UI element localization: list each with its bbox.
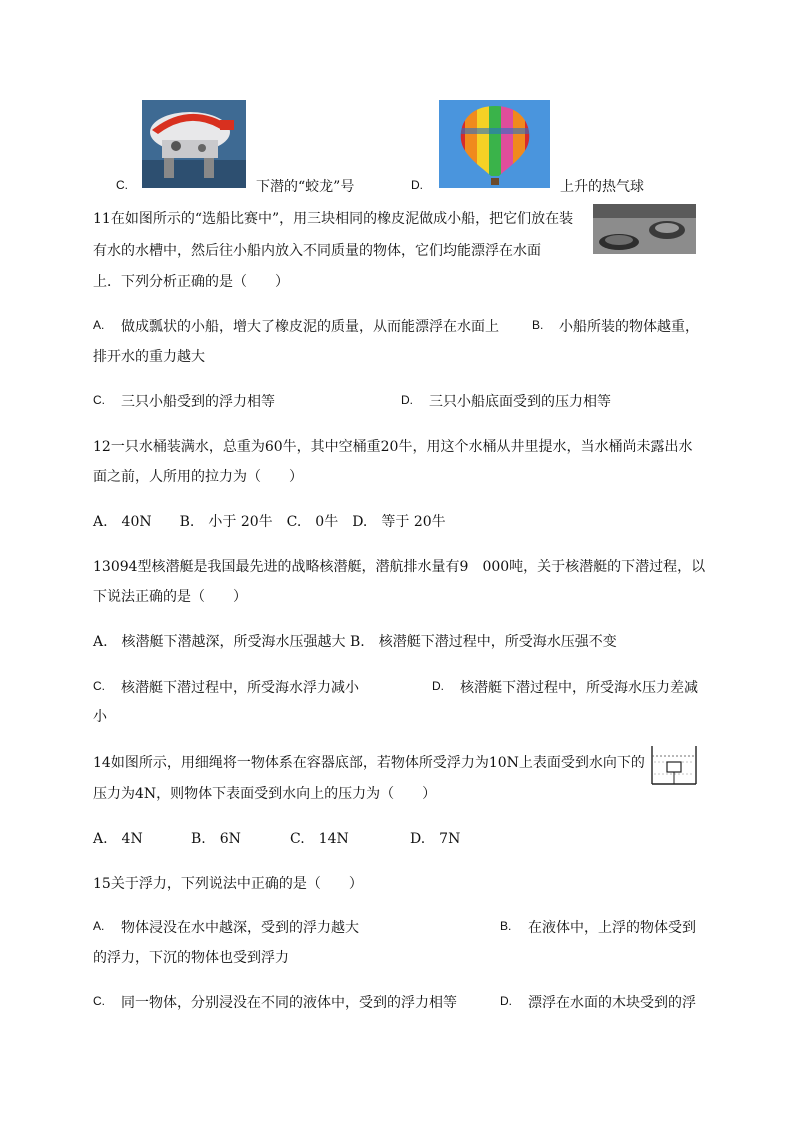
- hot-air-balloon-photo: [439, 100, 550, 188]
- q13-options-ab: A. 核潜艇下潜越深，所受海水压强越大 B. 核潜艇下潜过程中，所受海水压强不变: [93, 634, 617, 650]
- q11-option-b-label: B.: [532, 318, 544, 332]
- q11-option-b: 小船所装的物体越重，: [559, 319, 699, 335]
- q11-option-b-cont: 排开水的重力越大: [93, 349, 205, 365]
- q15-option-b-label: B.: [500, 919, 512, 933]
- q15-option-c-label: C.: [93, 994, 105, 1008]
- option-c-text: 下潜的“蛟龙”号: [256, 179, 355, 195]
- q15-option-d-label: D.: [500, 994, 512, 1008]
- q12-line-2: 面之前，人所用的拉力为（ ）: [93, 469, 303, 485]
- q12-options: A. 40N B. 小于 20牛 C. 0牛 D. 等于 20牛: [93, 514, 446, 530]
- q15-option-b-cont: 的浮力，下沉的物体也受到浮力: [93, 950, 289, 966]
- q13-option-d-cont: 小: [93, 709, 107, 725]
- option-d-text: 上升的热气球: [560, 179, 644, 195]
- q11-option-a-label: A.: [93, 318, 105, 332]
- q11-option-c: 三只小船受到的浮力相等: [121, 394, 275, 410]
- q15-option-d: 漂浮在水面的木块受到的浮: [528, 995, 696, 1011]
- q11-option-c-label: C.: [93, 393, 105, 407]
- q15-option-c: 同一物体，分别浸没在不同的液体中，受到的浮力相等: [121, 995, 457, 1011]
- q15-option-a: 物体浸没在水中越深，受到的浮力越大: [121, 920, 359, 936]
- q11-option-d-label: D.: [401, 393, 413, 407]
- submersible-photo: [142, 100, 246, 188]
- q13-option-c-label: C.: [93, 679, 105, 693]
- q14-option-b: B. 6N: [191, 831, 241, 847]
- q14-option-c: C. 14N: [290, 831, 349, 847]
- option-c-label: C.: [116, 178, 128, 192]
- q15-option-b: 在液体中，上浮的物体受到: [528, 920, 696, 936]
- q15-option-a-label: A.: [93, 919, 105, 933]
- q11-option-a: 做成瓢状的小船，增大了橡皮泥的质量，从而能漂浮在水面上: [121, 319, 499, 335]
- q11-line-3: 上．下列分析正确的是（ ）: [93, 274, 289, 290]
- option-d-label: D.: [411, 178, 423, 192]
- q13-option-c: 核潜艇下潜过程中，所受海水浮力减小: [121, 680, 359, 696]
- container-diagram: [650, 744, 698, 786]
- q15-line: 15关于浮力，下列说法中正确的是（ ）: [93, 876, 363, 892]
- q13-option-d-label: D.: [432, 679, 444, 693]
- q11-line-1: 11在如图所示的“选船比赛中”，用三块相同的橡皮泥做成小船，把它们放在装: [93, 211, 574, 227]
- clay-boats-photo: [593, 204, 696, 254]
- q14-line-2: 压力为4N，则物体下表面受到水向上的压力为（ ）: [93, 786, 437, 802]
- q11-line-2: 有水的水槽中，然后往小船内放入不同质量的物体，它们均能漂浮在水面: [93, 243, 541, 259]
- q11-option-d: 三只小船底面受到的压力相等: [429, 394, 611, 410]
- q13-line-1: 13094型核潜艇是我国最先进的战略核潜艇，潜航排水量有9 000吨，关于核潜艇的下潜过程，以: [93, 559, 706, 575]
- q13-line-2: 下说法正确的是（ ）: [93, 589, 247, 605]
- q14-option-a: A. 4N: [93, 831, 143, 847]
- q14-line-1: 14如图所示，用细绳将一物体系在容器底部，若物体所受浮力为10N上表面受到水向下的: [93, 755, 645, 771]
- q12-line-1: 12一只水桶装满水，总重为60牛，其中空桶重20牛，用这个水桶从井里提水，当水桶尚未露出水: [93, 439, 693, 455]
- q13-option-d: 核潜艇下潜过程中，所受海水压力差减: [460, 680, 698, 696]
- q14-option-d: D. 7N: [410, 831, 461, 847]
